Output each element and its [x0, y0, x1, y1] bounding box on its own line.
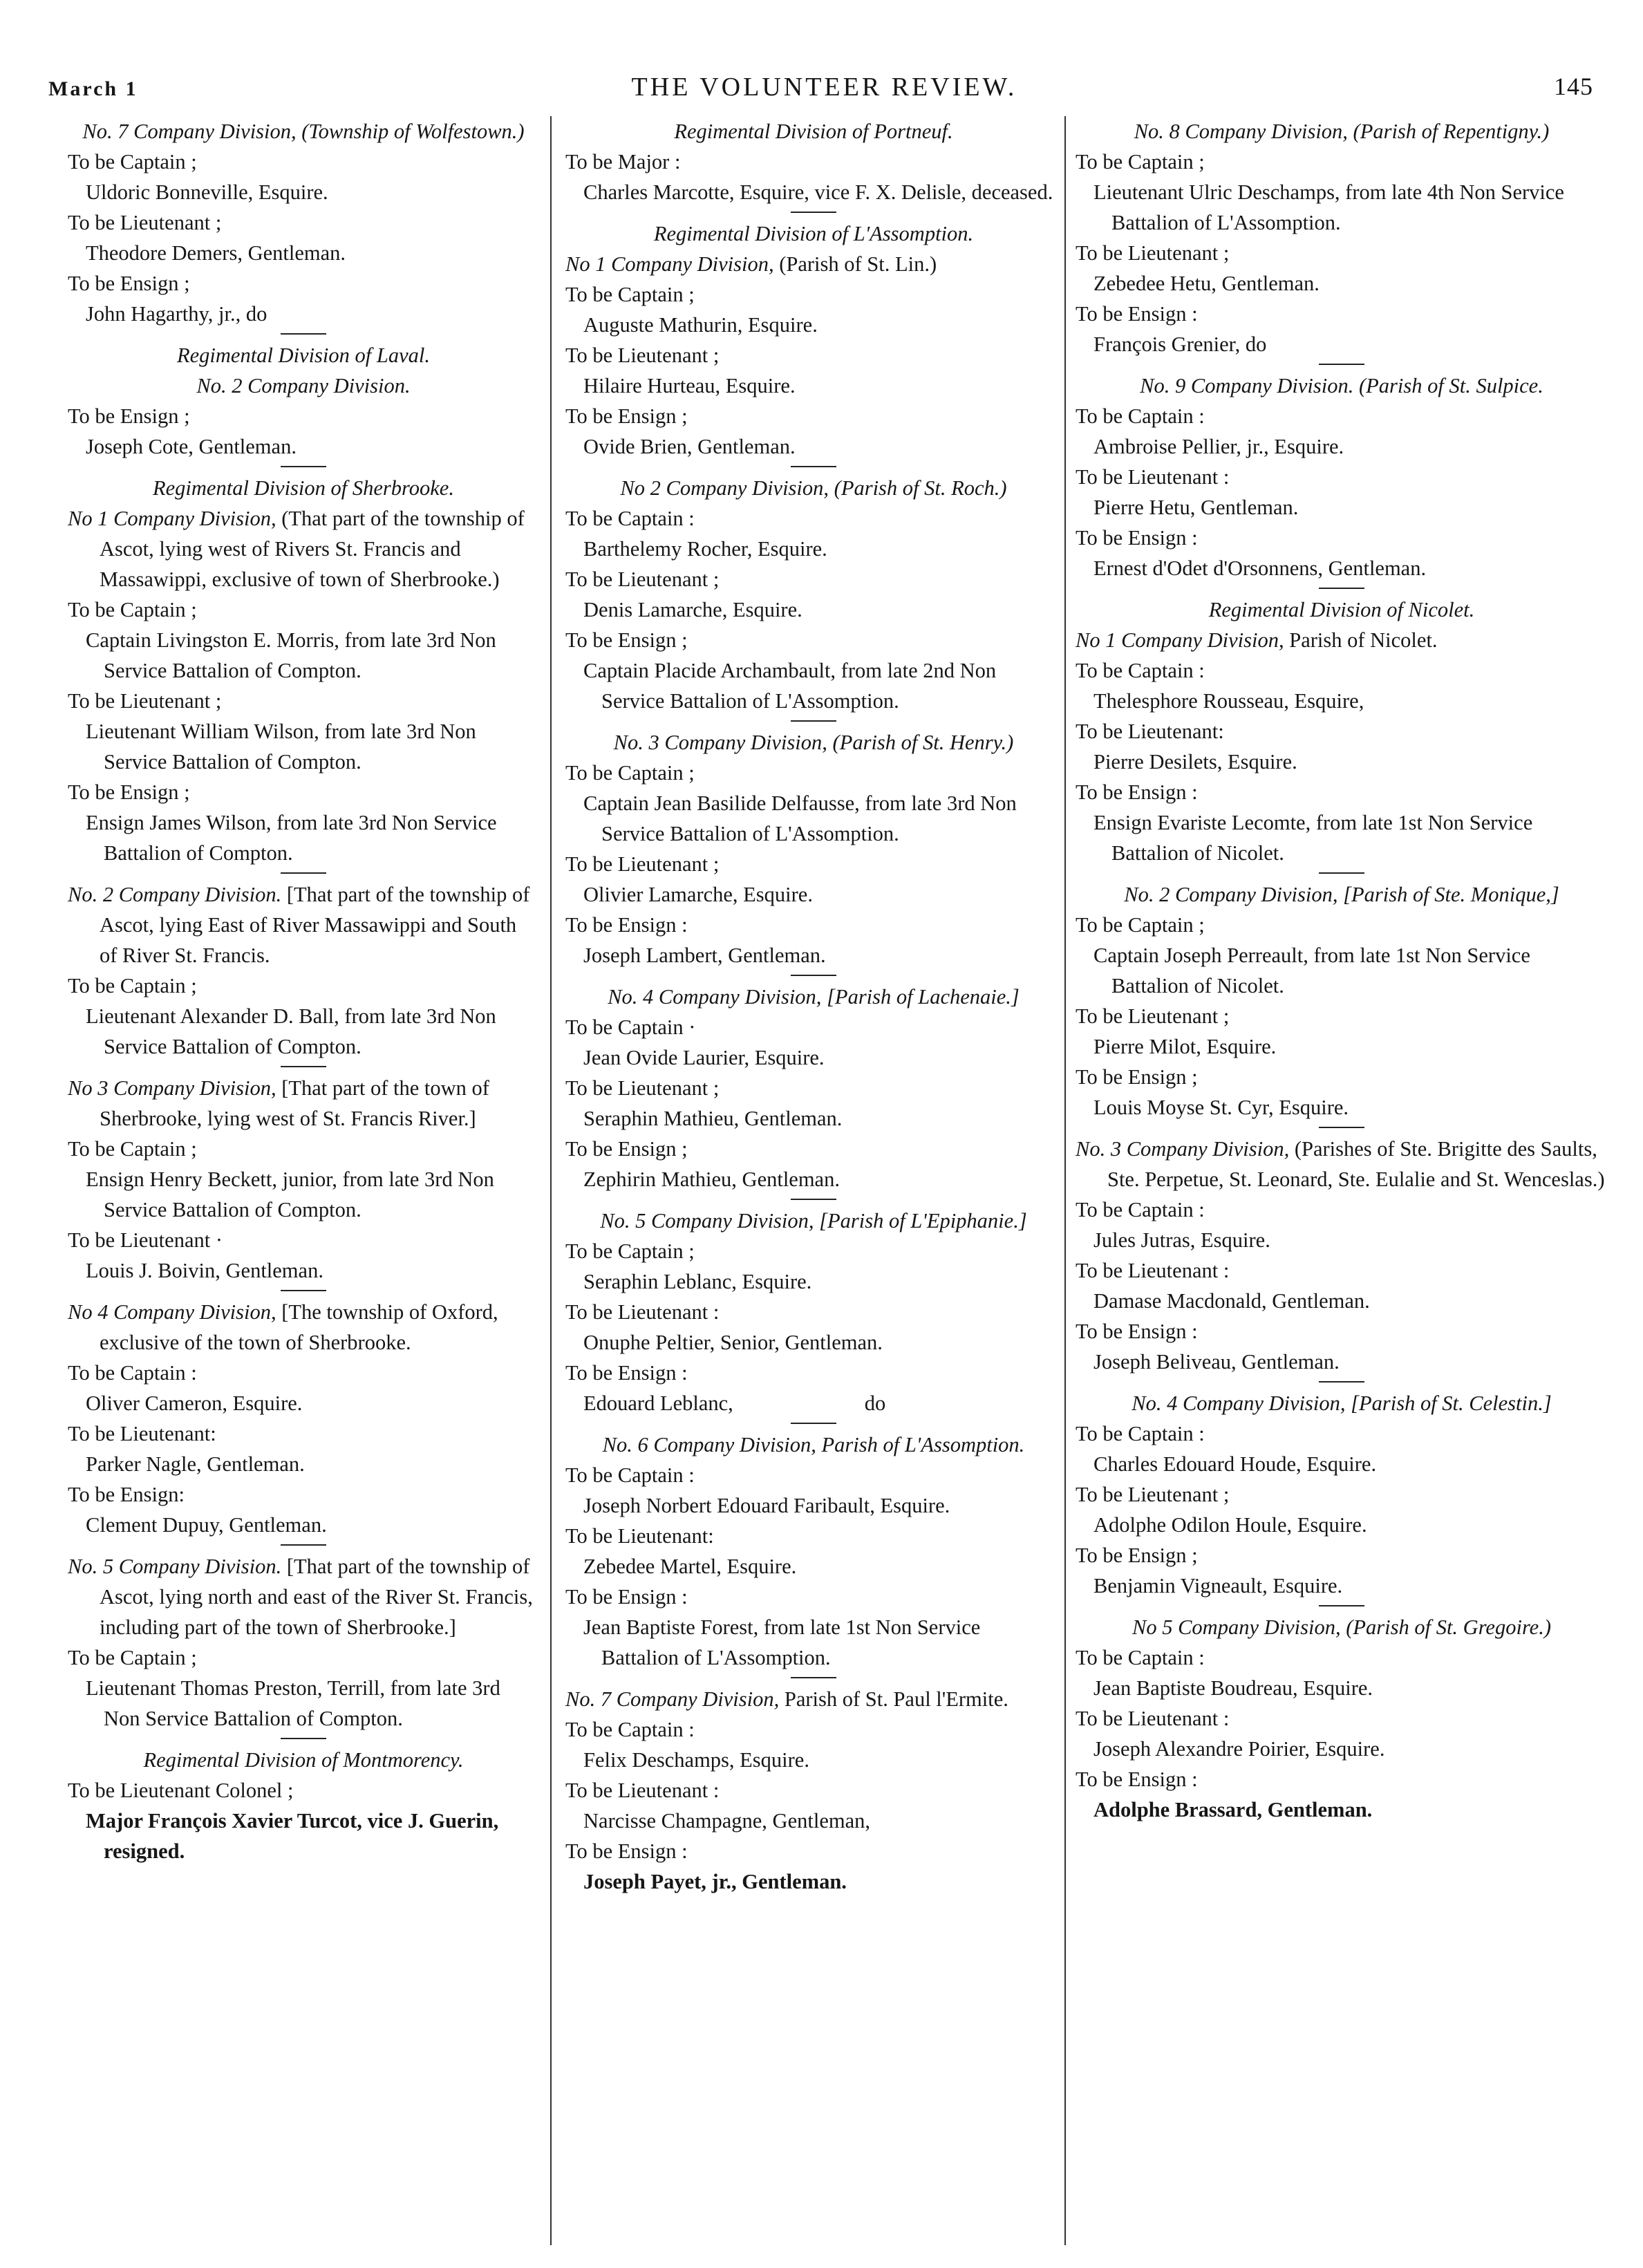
- section-st-henry: [565, 727, 1062, 971]
- company-heading: No 1 Company Division, (That part of the township of Ascot, lying west of Rivers St. Francis and Massawippi, exclusive of town of Sherbrooke.): [68, 507, 525, 591]
- section-st-paul-lermite: [565, 1684, 1062, 1897]
- appointment-rank: To be Captain ;: [565, 283, 695, 306]
- section-laval: [68, 340, 539, 462]
- appointment-rank: To be Ensign :: [565, 1585, 688, 1609]
- appointee-name: Joseph Payet, jr., Gentleman.: [583, 1870, 847, 1893]
- section-assomption: [565, 1430, 1062, 1673]
- appointee-name: Captain Placide Archambault, from late 2nd Non Service Battalion of L'Assomption.: [583, 659, 997, 713]
- appointee-name: Captain Joseph Perreault, from late 1st Non Service Battalion of Nicolet.: [1093, 944, 1530, 997]
- appointee-name: Ernest d'Odet d'Orsonnens, Gentleman.: [1093, 556, 1427, 580]
- appointee-name: Hilaire Hurteau, Esquire.: [583, 374, 796, 397]
- company-heading: No. 8 Company Division, (Parish of Repentigny.): [1134, 120, 1550, 143]
- appointment-rank: To be Ensign :: [1076, 302, 1198, 326]
- appointment-rank: To be Lieutenant :: [1076, 1259, 1230, 1282]
- appointment-rank: To be Lieutenant ;: [1076, 1483, 1230, 1506]
- company-heading: No. 4 Company Division, [Parish of St. Celestin.]: [1132, 1391, 1552, 1415]
- company-heading: No. 3 Company Division, (Parishes of Ste. Brigitte des Saults, Ste. Perpetue, St. Leonard, Ste. Eulalie and St. Wenceslas.): [1076, 1137, 1605, 1191]
- appointee-name: Ensign James Wilson, from late 3rd Non Service Battalion of Compton.: [86, 811, 497, 865]
- appointee-name: Adolphe Brassard, Gentleman.: [1093, 1798, 1373, 1821]
- appointment-rank: To be Lieutenant :: [565, 1779, 720, 1802]
- appointee-name: Lieutenant Ulric Deschamps, from late 4th Non Service Battalion of L'Assomption.: [1093, 180, 1564, 234]
- appointment-rank: To be Ensign ;: [565, 628, 688, 652]
- appointment-rank: To be Captain ;: [1076, 150, 1205, 174]
- regimental-heading: Regimental Division of Portneuf.: [674, 120, 953, 143]
- appointee-name: Joseph Alexandre Poirier, Esquire.: [1093, 1737, 1385, 1761]
- section-divider: [281, 466, 326, 467]
- column-3: [1076, 116, 1608, 1825]
- company-heading: No. 2 Company Division. [That part of the township of Ascot, lying East of River Massawippi and South of River St. Francis.: [68, 883, 530, 967]
- regimental-heading: Regimental Division of L'Assomption.: [653, 222, 974, 245]
- appointment-rank: To be Captain ;: [1076, 913, 1205, 937]
- appointee-name: Oliver Cameron, Esquire.: [86, 1391, 303, 1415]
- appointee-name: Barthelemy Rocher, Esquire.: [583, 537, 827, 561]
- appointment-rank: To be Lieutenant ;: [1076, 1004, 1230, 1028]
- appointee-name: Zebedee Martel, Esquire.: [583, 1555, 797, 1578]
- appointment-rank: To be Ensign ;: [1076, 1544, 1198, 1567]
- appointment-rank: To be Lieutenant ;: [1076, 241, 1230, 265]
- company-heading: No. 6 Company Division, Parish of L'Assomption.: [602, 1433, 1025, 1456]
- section-portneuf: [565, 116, 1062, 207]
- appointee-name: Major François Xavier Turcot, vice J. Guerin, resigned.: [86, 1809, 499, 1863]
- regimental-heading: Regimental Division of Montmorency.: [143, 1748, 464, 1772]
- company-heading: No. 7 Company Division, (Township of Wolfestown.): [82, 120, 525, 143]
- appointee-name: Pierre Milot, Esquire.: [1093, 1035, 1277, 1058]
- appointment-rank: To be Lieutenant ;: [68, 689, 222, 713]
- appointee-name: Joseph Cote, Gentleman.: [86, 435, 297, 458]
- appointment-rank: To be Captain ;: [68, 1646, 197, 1669]
- section-ste-monique: [1076, 879, 1608, 1123]
- appointment-rank: To be Captain :: [1076, 404, 1205, 428]
- section-divider: [791, 1199, 836, 1200]
- issue-date: March 1: [48, 77, 138, 100]
- appointee-name: Narcisse Champagne, Gentleman,: [583, 1809, 870, 1833]
- section-divider: [1319, 364, 1364, 365]
- column-rule-left: [550, 116, 552, 2245]
- appointee-name: Uldoric Bonneville, Esquire.: [86, 180, 328, 204]
- appointment-rank: To be Captain ;: [68, 150, 197, 174]
- appointee-name: Parker Nagle, Gentleman.: [86, 1452, 305, 1476]
- appointee-name: Onuphe Peltier, Senior, Gentleman.: [583, 1331, 883, 1354]
- section-divider: [281, 1738, 326, 1739]
- section-sherbrooke-1: [68, 473, 539, 868]
- page-number: 145: [1554, 73, 1593, 100]
- section-sherbrooke-5: [68, 1551, 539, 1734]
- appointee-name: Adolphe Odilon Houle, Esquire.: [1093, 1513, 1367, 1537]
- page-header: [44, 66, 1604, 109]
- appointment-rank: To be Ensign ;: [1076, 1065, 1198, 1089]
- appointee-name: Pierre Desilets, Esquire.: [1093, 750, 1297, 774]
- section-wolfestown: [68, 116, 539, 329]
- appointee-name: Zephirin Mathieu, Gentleman.: [583, 1168, 840, 1191]
- appointee-name: Charles Marcotte, Esquire, vice F. X. Delisle, deceased.: [583, 180, 1053, 204]
- company-heading: No 5 Company Division, (Parish of St. Gregoire.): [1132, 1615, 1551, 1639]
- section-ste-brigitte: [1076, 1134, 1608, 1377]
- appointee-name: Ambroise Pellier, jr., Esquire.: [1093, 435, 1344, 458]
- section-divider: [281, 333, 326, 335]
- section-st-celestin: [1076, 1388, 1608, 1601]
- company-heading: No. 3 Company Division, (Parish of St. Henry.): [613, 731, 1014, 754]
- appointment-rank: To be Captain :: [565, 1463, 695, 1487]
- company-heading: No 4 Company Division, [The township of Oxford, exclusive of the town of Sherbrooke.: [68, 1300, 498, 1354]
- appointee-name: Seraphin Leblanc, Esquire.: [583, 1270, 812, 1293]
- appointee-name: Joseph Norbert Edouard Faribault, Esquire.: [583, 1494, 950, 1517]
- appointee-name: Louis Moyse St. Cyr, Esquire.: [1093, 1096, 1349, 1119]
- section-divider: [1319, 1127, 1364, 1128]
- appointee-name: Jean Baptiste Forest, from late 1st Non Service Battalion of L'Assomption.: [583, 1615, 981, 1669]
- company-heading: No. 5 Company Division, [Parish of L'Epiphanie.]: [600, 1209, 1027, 1233]
- appointment-rank: To be Captain :: [1076, 1198, 1205, 1221]
- section-divider: [1319, 1381, 1364, 1383]
- appointment-rank: To be Lieutenant:: [68, 1422, 216, 1445]
- appointment-rank: To be Lieutenant ;: [565, 852, 720, 876]
- section-divider: [791, 466, 836, 467]
- section-montmorency: [68, 1745, 539, 1866]
- appointee-name: Zebedee Hetu, Gentleman.: [1093, 272, 1320, 295]
- appointment-rank: To be Ensign :: [1076, 526, 1198, 550]
- regimental-heading: Regimental Division of Laval.: [177, 344, 430, 367]
- section-divider: [791, 720, 836, 722]
- section-divider: [791, 212, 836, 213]
- appointee-name: Olivier Lamarche, Esquire.: [583, 883, 813, 906]
- section-repentigny: [1076, 116, 1608, 359]
- section-divider: [1319, 872, 1364, 874]
- column-2: [565, 116, 1062, 1897]
- appointment-rank: To be Ensign:: [68, 1483, 185, 1506]
- appointment-rank: To be Captain ·: [565, 1015, 696, 1039]
- appointee-name: Denis Lamarche, Esquire.: [583, 598, 802, 621]
- section-divider: [281, 1066, 326, 1067]
- appointee-name: Auguste Mathurin, Esquire.: [583, 313, 818, 337]
- appointment-rank: To be Ensign :: [565, 913, 688, 937]
- appointment-rank: To be Lieutenant:: [565, 1524, 714, 1548]
- appointment-rank: To be Lieutenant:: [1076, 720, 1224, 743]
- section-st-roch: [565, 473, 1062, 716]
- newspaper-title: THE VOLUNTEER REVIEW.: [631, 73, 1017, 102]
- company-heading: No. 5 Company Division. [That part of the township of Ascot, lying north and east of the River St. Francis, including part of the town of Sherbrooke.]: [68, 1555, 533, 1639]
- appointment-rank: To be Captain ;: [68, 974, 197, 997]
- column-rule-right: [1064, 116, 1066, 2245]
- appointee-name: Theodore Demers, Gentleman.: [86, 241, 346, 265]
- section-nicolet: [1076, 594, 1608, 868]
- company-heading: No. 2 Company Division.: [196, 374, 411, 397]
- company-heading: No 1 Company Division, (Parish of St. Lin.): [565, 252, 937, 276]
- section-divider: [791, 975, 836, 976]
- section-divider: [1319, 1605, 1364, 1606]
- company-heading: No 2 Company Division, (Parish of St. Roch.): [620, 476, 1007, 500]
- section-sherbrooke-2: [68, 879, 539, 1062]
- appointment-rank: To be Lieutenant ;: [565, 344, 720, 367]
- appointment-rank: To be Ensign :: [565, 1361, 688, 1385]
- section-divider: [791, 1423, 836, 1424]
- appointee-name: Charles Edouard Houde, Esquire.: [1093, 1452, 1377, 1476]
- appointee-name: Lieutenant William Wilson, from late 3rd Non Service Battalion of Compton.: [86, 720, 476, 774]
- appointee-name: Clement Dupuy, Gentleman.: [86, 1513, 327, 1537]
- appointment-rank: To be Captain ;: [68, 598, 197, 621]
- section-sherbrooke-4: [68, 1297, 539, 1540]
- appointment-rank: To be Captain :: [1076, 1422, 1205, 1445]
- section-divider: [281, 1290, 326, 1291]
- section-divider: [1319, 588, 1364, 589]
- company-heading: No. 4 Company Division, [Parish of Lachenaie.]: [608, 985, 1020, 1009]
- appointment-rank: To be Ensign :: [565, 1839, 688, 1863]
- company-heading: No. 9 Company Division. (Parish of St. Sulpice.: [1140, 374, 1543, 397]
- appointment-rank: To be Captain ;: [68, 1137, 197, 1161]
- section-divider: [281, 1544, 326, 1546]
- section-epiphanie: [565, 1206, 1062, 1418]
- appointee-name: Joseph Lambert, Gentleman.: [583, 944, 826, 967]
- section-divider: [281, 872, 326, 874]
- appointment-rank: To be Ensign :: [1076, 1320, 1198, 1343]
- section-st-gregoire: [1076, 1612, 1608, 1825]
- appointee-name: Ensign Henry Beckett, junior, from late 3rd Non Service Battalion of Compton.: [86, 1168, 494, 1221]
- appointment-rank: To be Captain ;: [565, 1239, 695, 1263]
- column-1: [68, 116, 539, 1866]
- company-heading: No. 2 Company Division, [Parish of Ste. Monique,]: [1124, 883, 1559, 906]
- appointee-name: Captain Jean Basilide Delfausse, from late 3rd Non Service Battalion of L'Assomption.: [583, 791, 1017, 845]
- appointment-rank: To be Ensign ;: [68, 272, 190, 295]
- section-st-lin: [565, 218, 1062, 462]
- appointee-name: Felix Deschamps, Esquire.: [583, 1748, 809, 1772]
- appointment-rank: To be Lieutenant ;: [565, 568, 720, 591]
- appointment-rank: To be Major :: [565, 150, 681, 174]
- appointee-name: François Grenier, do: [1093, 332, 1267, 356]
- regimental-heading: Regimental Division of Sherbrooke.: [153, 476, 454, 500]
- appointment-rank: To be Lieutenant ;: [68, 211, 222, 234]
- appointee-name: Edouard Leblanc, do: [583, 1391, 886, 1415]
- company-heading: No 1 Company Division, Parish of Nicolet.: [1076, 628, 1438, 652]
- appointee-name: Jean Baptiste Boudreau, Esquire.: [1093, 1676, 1373, 1700]
- appointment-rank: To be Captain :: [565, 507, 695, 530]
- appointment-rank: To be Lieutenant ;: [565, 1076, 720, 1100]
- appointee-name: Seraphin Mathieu, Gentleman.: [583, 1107, 843, 1130]
- appointment-rank: To be Lieutenant :: [1076, 465, 1230, 489]
- appointment-rank: To be Lieutenant :: [1076, 1707, 1230, 1730]
- appointment-rank: To be Ensign ;: [68, 404, 190, 428]
- ditto-mark: do: [864, 1391, 886, 1415]
- appointee-name: Jean Ovide Laurier, Esquire.: [583, 1046, 825, 1069]
- appointee-name: Joseph Beliveau, Gentleman.: [1093, 1350, 1340, 1374]
- appointment-rank: To be Lieutenant ·: [68, 1228, 223, 1252]
- appointee-name: Ovide Brien, Gentleman.: [583, 435, 796, 458]
- appointment-rank: To be Ensign :: [1076, 1768, 1198, 1791]
- appointee-name: Pierre Hetu, Gentleman.: [1093, 496, 1299, 519]
- section-divider: [791, 1677, 836, 1678]
- appointment-rank: To be Lieutenant Colonel ;: [68, 1779, 294, 1802]
- appointment-rank: To be Captain ;: [565, 761, 695, 785]
- appointment-rank: To be Ensign ;: [565, 404, 688, 428]
- appointee-name: Lieutenant Thomas Preston, Terrill, from late 3rd Non Service Battalion of Compton.: [86, 1676, 500, 1730]
- appointee-name: Jules Jutras, Esquire.: [1093, 1228, 1270, 1252]
- appointment-rank: To be Captain :: [1076, 1646, 1205, 1669]
- appointee-name: Ensign Evariste Lecomte, from late 1st Non Service Battalion of Nicolet.: [1093, 811, 1533, 865]
- appointee-name: Lieutenant Alexander D. Ball, from late 3rd Non Service Battalion of Compton.: [86, 1004, 496, 1058]
- appointee-name: Captain Livingston E. Morris, from late 3rd Non Service Battalion of Compton.: [86, 628, 496, 682]
- appointment-rank: To be Ensign :: [1076, 780, 1198, 804]
- appointment-rank: To be Captain :: [1076, 659, 1205, 682]
- section-st-sulpice: [1076, 371, 1608, 583]
- appointee-name: Thelesphore Rousseau, Esquire,: [1093, 689, 1364, 713]
- appointment-rank: To be Lieutenant :: [565, 1300, 720, 1324]
- appointment-rank: To be Ensign ;: [68, 780, 190, 804]
- appointee-name: Louis J. Boivin, Gentleman.: [86, 1259, 323, 1282]
- appointee-name: Benjamin Vigneault, Esquire.: [1093, 1574, 1343, 1597]
- company-heading: No. 7 Company Division, Parish of St. Paul l'Ermite.: [565, 1687, 1008, 1711]
- appointment-rank: To be Captain :: [68, 1361, 197, 1385]
- section-lachenaie: [565, 982, 1062, 1194]
- regimental-heading: Regimental Division of Nicolet.: [1208, 598, 1475, 621]
- appointment-rank: To be Ensign ;: [565, 1137, 688, 1161]
- company-heading: No 3 Company Division, [That part of the town of Sherbrooke, lying west of St. Francis River.]: [68, 1076, 489, 1130]
- appointee-name: John Hagarthy, jr., do: [86, 302, 267, 326]
- appointment-rank: To be Captain :: [565, 1718, 695, 1741]
- section-sherbrooke-3: [68, 1073, 539, 1286]
- appointee-name: Damase Macdonald, Gentleman.: [1093, 1289, 1370, 1313]
